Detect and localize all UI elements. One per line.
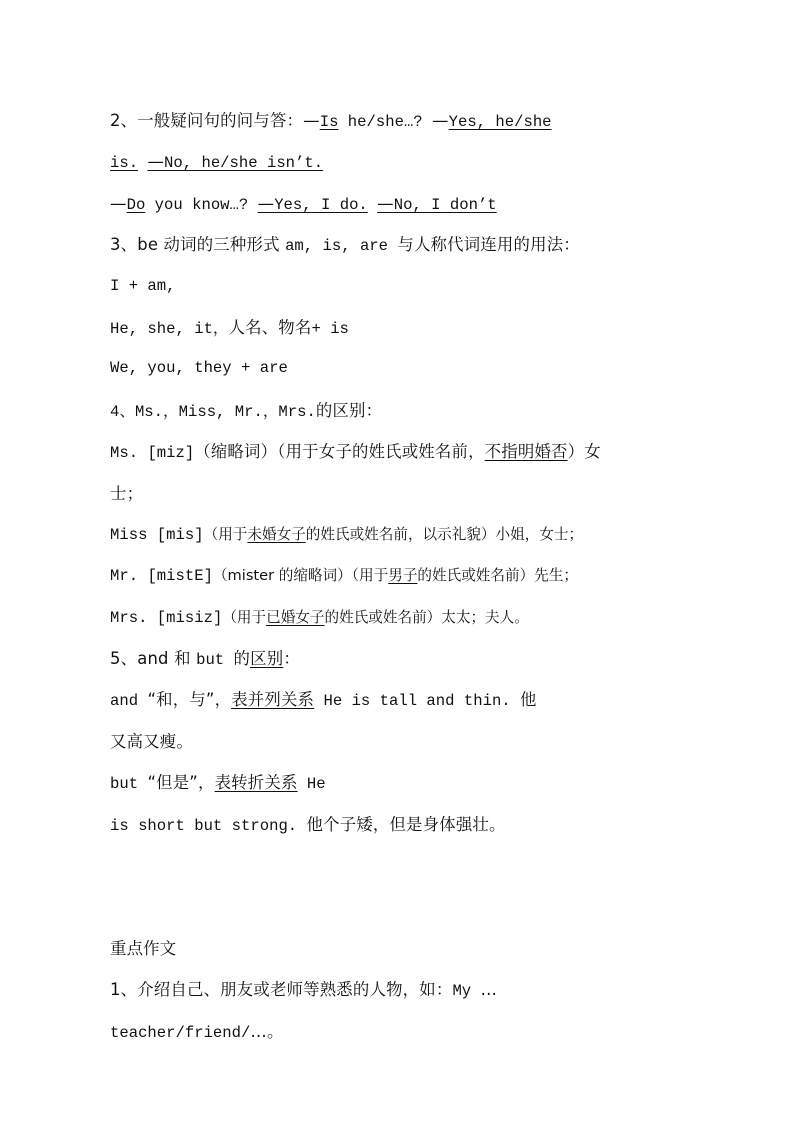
underlined-text: 表转折关系	[214, 773, 298, 793]
text-run: 的姓氏或姓名前，以示礼貌）小姐，女士；	[305, 525, 584, 543]
text-run	[511, 692, 520, 710]
text-run: 的缩略词）（用于	[278, 567, 389, 585]
text-run: 4、Ms.，Miss, Mr.，Mrs.	[110, 402, 316, 421]
text-run: teacher/friend/	[110, 1023, 251, 1042]
text-line	[110, 804, 682, 845]
text-run: but	[196, 651, 234, 670]
text-run	[297, 817, 306, 835]
underlined-text: is.	[110, 154, 139, 173]
blank-line	[110, 845, 682, 886]
text-run: [misiz]	[156, 608, 223, 627]
text-run: 又高又瘦。	[110, 731, 193, 751]
text-run: am, is, are	[285, 237, 398, 256]
text-run: 的姓氏或姓名前）先生；	[417, 567, 578, 585]
text-line	[110, 266, 682, 307]
underlined-text: 未婚女子	[247, 525, 306, 543]
text-run: 与人称代词连用的用法：	[397, 235, 580, 255]
text-run: 重点作文	[110, 938, 177, 958]
text-run: He, she, it，	[110, 319, 229, 338]
text-run: he/she…?	[338, 113, 433, 131]
text-run	[314, 692, 323, 710]
text-run: 他	[520, 690, 537, 710]
underlined-text: —	[257, 193, 275, 213]
text-run: 5、and	[110, 649, 175, 669]
document-body	[110, 100, 682, 1052]
text-run: …。	[250, 1021, 284, 1041]
text-line	[110, 762, 682, 803]
text-run: 的姓氏或姓名前）太太；夫人。	[324, 608, 529, 626]
underlined-text: No, he/she isn’t.	[164, 154, 324, 173]
text-run	[471, 982, 480, 1000]
text-line	[110, 969, 682, 1010]
blank-line	[110, 886, 682, 927]
text-run: 2、一般疑问句的问与答：	[110, 111, 304, 130]
underlined-text: —	[147, 152, 165, 172]
underlined-text: 表并列关系	[231, 690, 315, 710]
text-run: 人名、物名	[228, 317, 312, 337]
underlined-text: Yes, he/she	[448, 113, 552, 131]
text-run: （用于	[203, 525, 248, 543]
underlined-text: Do	[126, 195, 146, 214]
underlined-text: —	[377, 193, 394, 213]
text-run: [mis]	[156, 525, 204, 544]
text-run: —	[432, 111, 449, 130]
text-run: you know…?	[145, 195, 249, 214]
text-run: 他个子矮，但是身体强壮。	[306, 814, 506, 834]
text-run: + is	[311, 319, 349, 338]
text-run: 的区别：	[315, 400, 383, 420]
underlined-text: No, I don’t	[393, 195, 497, 214]
text-run	[298, 775, 307, 793]
underlined-text: 区别	[250, 649, 284, 669]
text-run: 士；	[110, 483, 144, 503]
text-run	[368, 196, 377, 214]
text-run: （缩略词）（用于女子的姓氏或姓名前，	[194, 442, 485, 462]
text-line	[110, 183, 682, 224]
text-line	[110, 1011, 682, 1052]
text-line	[110, 224, 682, 265]
text-run: —	[303, 111, 320, 130]
text-run: ）女	[567, 442, 601, 462]
text-line	[110, 514, 682, 555]
text-line	[110, 679, 682, 720]
text-line	[110, 638, 682, 679]
underlined-text: Is	[319, 113, 339, 131]
text-run: 动词的三种形式	[163, 235, 286, 255]
text-run: I + am,	[110, 276, 176, 295]
text-line	[110, 721, 682, 762]
text-run: and	[110, 692, 148, 711]
underlined-text: 男子	[388, 567, 418, 585]
underlined-text: 不指明婚否	[484, 442, 568, 462]
text-run: Miss	[110, 525, 157, 544]
text-run: （用于	[222, 608, 267, 626]
text-run: Mr.	[110, 567, 148, 586]
underlined-text: Yes, I do.	[274, 195, 368, 214]
text-line	[110, 431, 682, 472]
text-run: My	[452, 982, 472, 1001]
text-run: 的	[233, 649, 251, 669]
text-run: Ms.	[110, 444, 148, 463]
text-run: [miz]	[147, 444, 195, 463]
text-line	[110, 100, 682, 141]
text-run: We, you, they + are	[110, 359, 288, 378]
text-run: He is tall and thin.	[323, 692, 511, 711]
text-run: [mistE]	[147, 567, 213, 586]
text-run: “和，与”，	[147, 690, 232, 710]
text-run: （mister	[212, 567, 279, 585]
text-line	[110, 348, 682, 389]
text-run: 3、be	[110, 235, 164, 255]
text-run: but	[110, 775, 148, 794]
text-run: …	[480, 980, 498, 1000]
text-run	[248, 196, 257, 214]
text-run: —	[110, 193, 127, 213]
text-run: 1、介绍自己、朋友或老师等熟悉的人物，如：	[110, 980, 453, 1000]
text-run: is short but strong.	[110, 816, 298, 835]
text-run: “但是”，	[147, 773, 215, 793]
underlined-text: 已婚女子	[266, 608, 325, 626]
text-line	[110, 597, 682, 638]
text-line	[110, 141, 682, 182]
text-run: He	[306, 775, 326, 794]
text-run: 和	[174, 649, 197, 669]
text-line	[110, 928, 682, 969]
text-line	[110, 307, 682, 348]
text-line	[110, 390, 682, 431]
text-line	[110, 555, 682, 596]
text-run: Mrs.	[110, 608, 157, 627]
text-run: ：	[283, 649, 300, 669]
text-line	[110, 473, 682, 514]
